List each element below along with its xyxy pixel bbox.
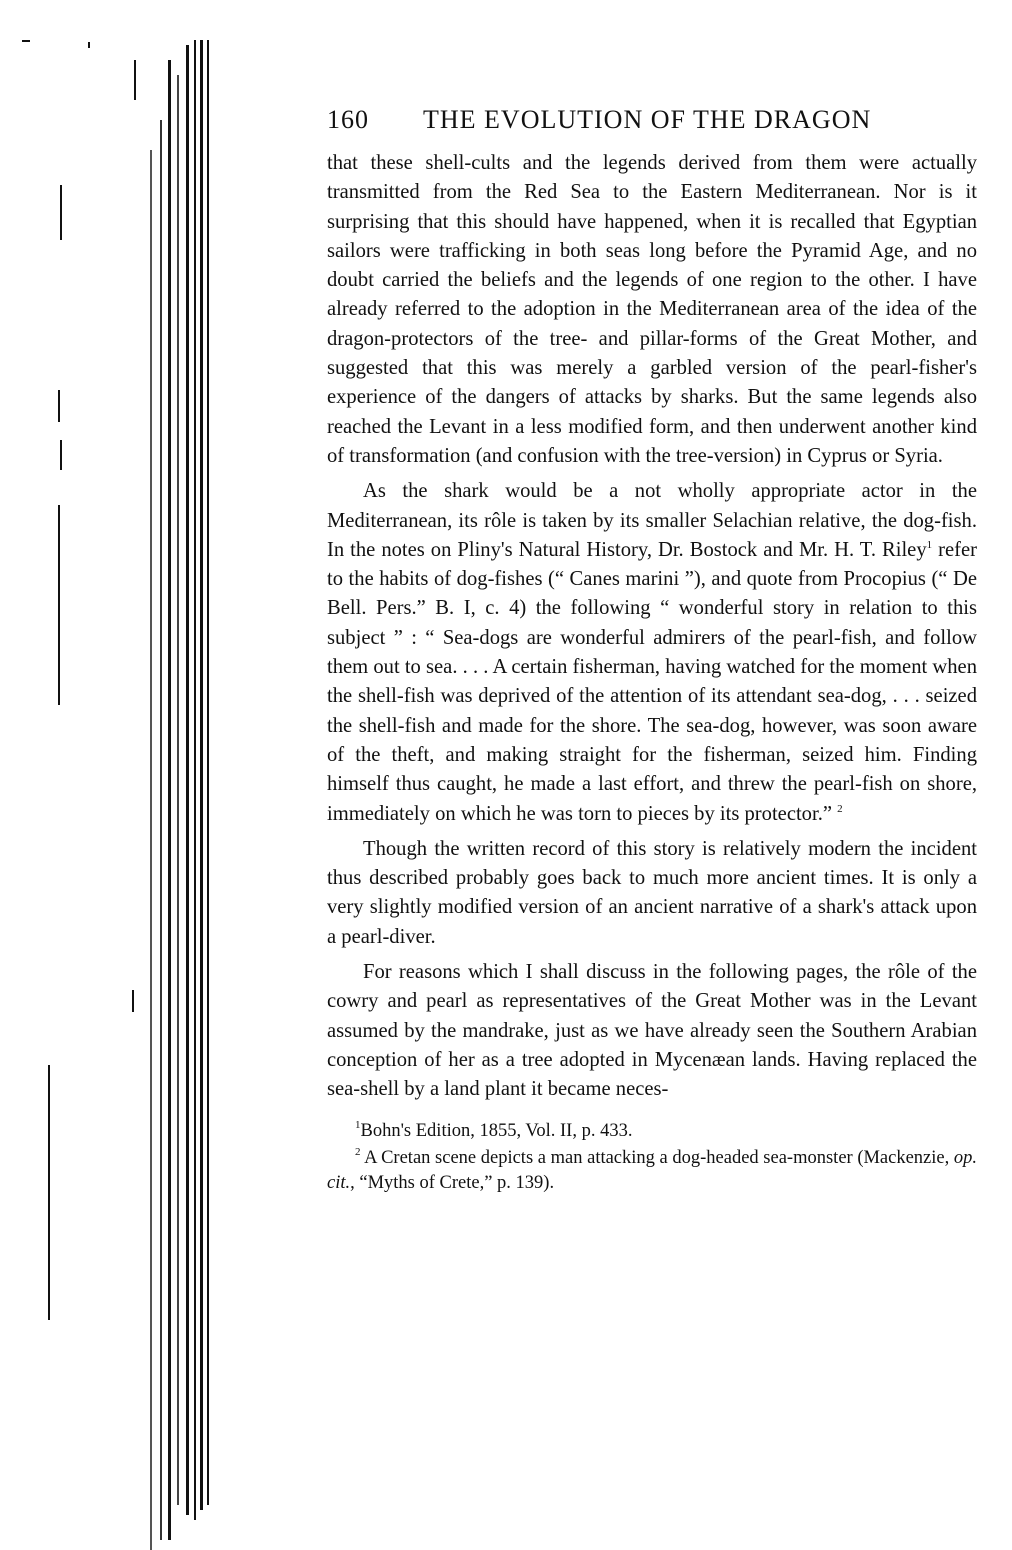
- paragraph-2: [327, 477, 977, 829]
- paragraph-2-start: As the shark would be a not wholly appropriate actor in the Mediterranean, its rôle is taken by its smaller Selachian relative, the dog-fish. In the notes on Pliny's Natural History, Dr. Bostock and Mr. H. T. Riley: [327, 480, 977, 561]
- footnote-1: [327, 1119, 977, 1144]
- footnote-1-mark: 1: [355, 1118, 361, 1131]
- footnote-ref-1: 1: [926, 538, 933, 551]
- paragraph-2-rest: refer to the habits of dog-fishes (“ Canes marini ”), and quote from Procopius (“ De Bell. Pers.” B. I, c. 4) the following “ wonderful story in relation to this subject ” : “ Sea-dogs are wonderful admirers of the pearl-fish, and follow them out to sea. . . . A certain fisherman, having watched for the moment when the shell-fish was deprived of the attention of its attendant sea-dog, . . . seized the shell-fish and made for the shore. The sea-dog, however, was soon aware of the theft, and making straight for the fisherman, seized him. Finding himself thus caught, he made a last effort, and threw the pearl-fish on shore, immediately on which he was torn to pieces by its protector.”: [327, 538, 977, 825]
- running-head: [327, 105, 977, 135]
- footnote-2-text-end: , “Myths of Crete,” p. 139).: [350, 1172, 555, 1193]
- footnote-2-text-start: A Cretan scene depicts a man attacking a dog-headed sea-monster (Mackenzie,: [364, 1147, 954, 1168]
- paragraph-3: Though the written record of this story is relatively modern the incident thus described probably goes back to much more ancient times. It is only a very slightly modified version of an ancient narrative of a shark's attack upon a pearl-diver.: [327, 837, 977, 948]
- footnote-2: [327, 1146, 977, 1196]
- footnote-2-mark: 2: [355, 1145, 361, 1158]
- running-title: THE EVOLUTION OF THE DRAGON: [423, 105, 872, 134]
- page-number: 160: [327, 105, 369, 134]
- binding-gutter-scan-artifacts: [0, 0, 240, 1507]
- footnote-2-italic: op. cit.: [327, 1147, 978, 1193]
- paragraph-1: that these shell-cults and the legends derived from them were actually transmitted from the Red Sea to the Eastern Mediterranean. Nor is it surprising that this should have happened, when it is recalled that Egyptian sailors were trafficking in both seas long before the Pyramid Age, and no doubt carried the beliefs and the legends of one region to the other. I have already referred to the adoption in the Mediterranean area of the idea of the dragon-protectors of the tree- and pillar-forms of the Great Mother, and suggested that this was merely a garbled version of the pearl-fisher's experience of the dangers of attacks by sharks. But the same legends also reached the Levant in a less modified form, and then underwent another kind of transformation (and confusion with the tree-version) in Cyprus or Syria.: [327, 152, 977, 467]
- footnote-ref-2: 2: [837, 802, 843, 815]
- footnote-1-text: Bohn's Edition, 1855, Vol. II, p. 433.: [360, 1120, 633, 1141]
- footnotes: [327, 1119, 977, 1196]
- paragraph-4: For reasons which I shall discuss in the following pages, the rôle of the cowry and pearl as representatives of the Great Mother was in the Levant assumed by the mandrake, just as we have already seen the Southern Arabian conception of her as a tree adopted in Mycenæan lands. Having replaced the sea-shell by a land plant it became neces-: [327, 961, 977, 1101]
- book-page: [327, 105, 977, 1196]
